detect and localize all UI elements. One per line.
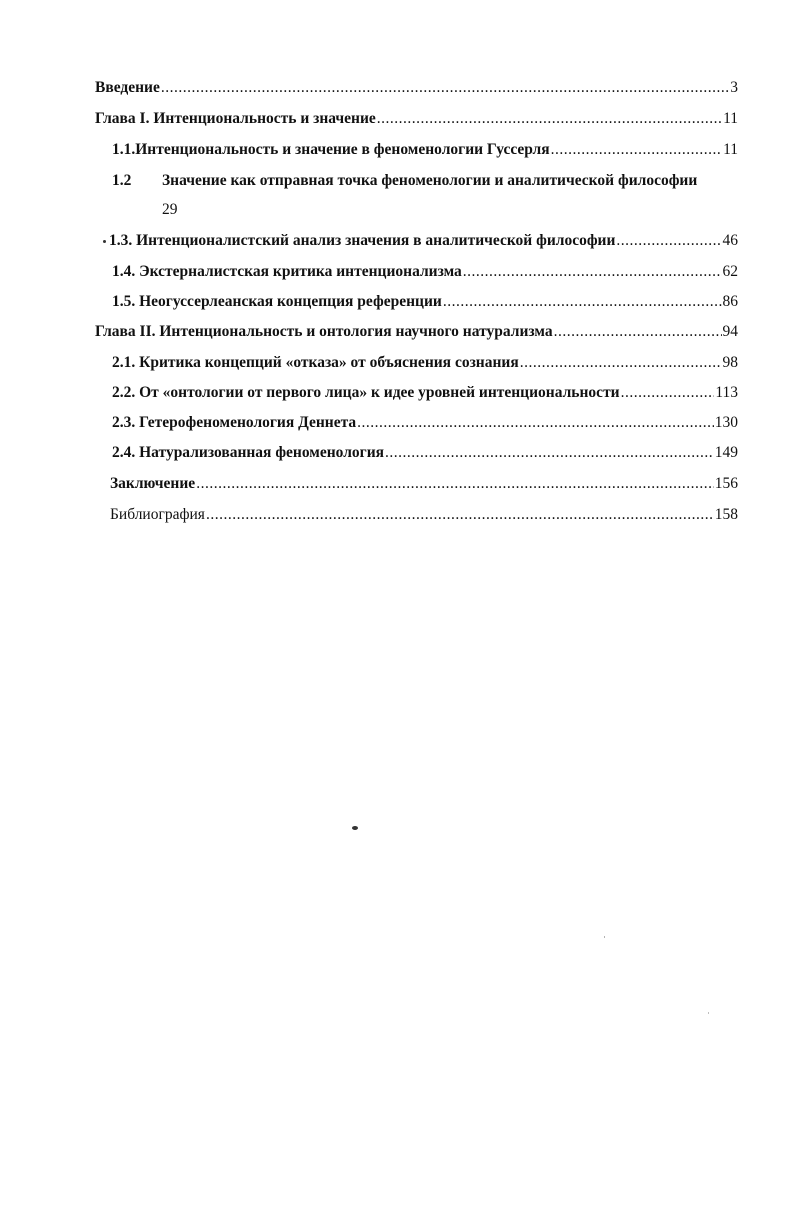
toc-entry-title: 2.3. Гетерофеноменология Деннета [112, 414, 357, 431]
toc-leader-dots [443, 292, 722, 312]
toc-leader-dots [161, 78, 729, 98]
toc-leader-dots [520, 353, 722, 373]
toc-leader-dots [554, 322, 722, 342]
toc-entry-title: 2.4. Натурализованная феноменология [112, 444, 385, 461]
toc-leader-dots [621, 383, 715, 403]
toc-entry-title: 1.5. Неогуссерлеанская концепция референции [112, 293, 442, 310]
toc-entry-page: 3 [730, 79, 738, 96]
toc-leader-dots [385, 443, 714, 463]
toc-entry-section-1-1[interactable] [112, 140, 738, 160]
toc-entry-title: Значение как отправная точка феноменологии и аналитической философии [162, 172, 698, 189]
toc-entry-section-2-4[interactable] [112, 443, 738, 463]
scan-speck [103, 240, 106, 243]
toc-entry-title: Библиография [110, 506, 205, 523]
toc-entry-page: 158 [714, 506, 738, 523]
toc-entry-page: 94 [722, 323, 738, 340]
toc-entry-page: 156 [714, 475, 738, 492]
toc-entry-page: 62 [722, 263, 738, 280]
toc-entry-page: 46 [722, 232, 738, 249]
toc-entry-title: Глава I. Интенциональность и значение [95, 110, 376, 127]
toc-entry-title: 2.1. Критика концепций «отказа» от объяснения сознания [112, 354, 519, 371]
toc-entry-title: 2.2. От «онтологии от первого лица» к идее уровней интенциональности [112, 384, 620, 401]
toc-entry-page: 98 [722, 354, 738, 371]
toc-entry-bibliography[interactable] [110, 505, 738, 525]
toc-entry-section-2-1[interactable] [112, 353, 738, 373]
toc-leader-dots [551, 140, 722, 160]
toc-entry-page: 149 [714, 444, 738, 461]
toc-entry-title: 1.3. Интенционалистский анализ значения в аналитической философии [109, 232, 616, 249]
toc-entry-page: 29 [162, 201, 178, 218]
toc-entry-page: 11 [723, 110, 738, 127]
toc-entry-title: Заключение [110, 475, 196, 492]
toc-leader-dots [196, 474, 714, 494]
toc-entry-chapter-1[interactable] [95, 109, 738, 129]
toc-entry-page: 113 [715, 384, 738, 401]
scan-speck [352, 826, 358, 830]
toc-leader-dots [616, 231, 721, 251]
scan-speck [708, 1012, 709, 1014]
toc-entry-page: 86 [722, 293, 738, 310]
toc-entry-section-2-3[interactable] [112, 413, 738, 433]
toc-entry-page: 130 [714, 414, 738, 431]
toc-entry-section-2-2[interactable] [112, 383, 738, 403]
toc-leader-dots [206, 505, 714, 525]
toc-entry-chapter-2[interactable] [95, 322, 738, 342]
toc-entry-number: 1.1. [112, 141, 136, 158]
toc-entry-title: 1.4. Экстерналистская критика интенционализма [112, 263, 462, 280]
toc-entry-section-1-4[interactable] [112, 262, 738, 282]
scan-speck [604, 936, 605, 938]
toc-entry-section-1-5[interactable] [112, 292, 738, 312]
toc-entry-title: Глава II. Интенциональность и онтология научного натурализма [95, 323, 553, 340]
toc-entry-section-1-3[interactable] [109, 231, 738, 251]
toc-entry-title: Введение [95, 79, 160, 96]
toc-entry-page: 11 [723, 141, 738, 158]
toc-leader-dots [377, 109, 722, 129]
toc-entry-title: Интенциональность и значение в феноменологии Гуссерля [135, 141, 550, 158]
toc-entry-number: 1.2 [112, 172, 132, 189]
toc-leader-dots [463, 262, 722, 282]
toc-entry-conclusion[interactable] [110, 474, 738, 494]
toc-entry-introduction[interactable] [95, 78, 738, 98]
toc-leader-dots [357, 413, 714, 433]
